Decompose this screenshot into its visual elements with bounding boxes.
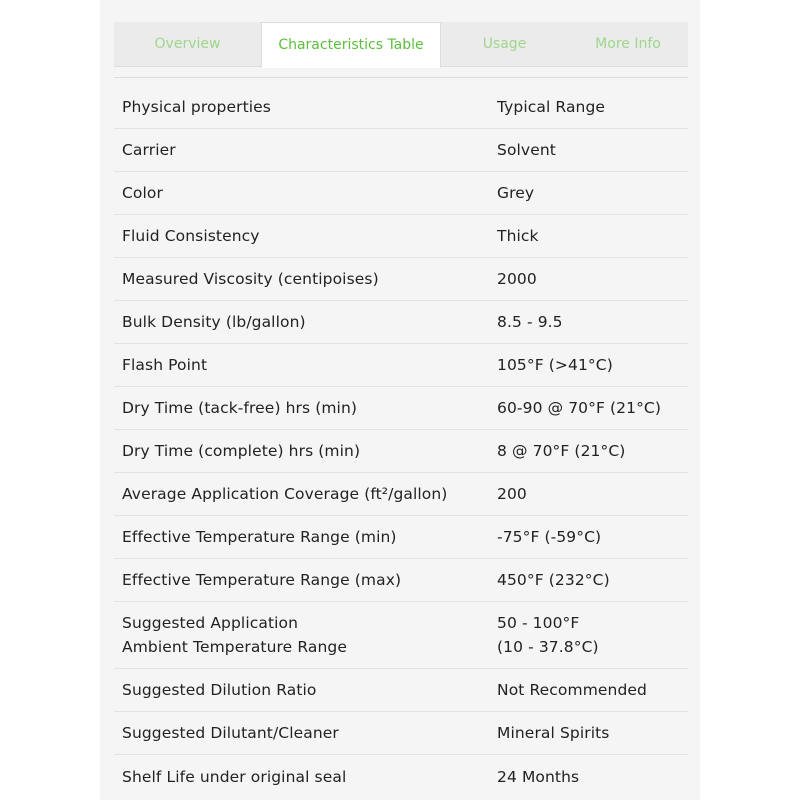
value-cell: 60-90 @ 70°F (21°C) [497, 399, 661, 417]
table-row [114, 669, 688, 712]
table-row [114, 712, 688, 755]
table-row [114, 755, 688, 798]
value-cell: Mineral Spirits [497, 724, 610, 742]
header-value: Typical Range [497, 98, 606, 116]
header-property: Physical properties [122, 98, 271, 116]
value-cell: 8 @ 70°F (21°C) [497, 442, 626, 460]
table-row [114, 559, 688, 602]
property-cell: Suggested Application Ambient Temperature Range [122, 614, 347, 656]
value-cell: 105°F (>41°C) [497, 356, 613, 374]
property-cell: Shelf Life under original seal [122, 767, 347, 786]
table-row [114, 258, 688, 301]
property-cell: Carrier [122, 141, 176, 159]
property-cell: Dry Time (complete) hrs (min) [122, 442, 361, 460]
property-cell: Measured Viscosity (centipoises) [122, 270, 379, 288]
table-row [114, 215, 688, 258]
table-row [114, 344, 688, 387]
table-header-row [114, 86, 688, 129]
value-cell: Solvent [497, 141, 556, 159]
property-cell: Color [122, 184, 163, 202]
value-cell: Grey [497, 184, 535, 202]
value-cell: -75°F (-59°C) [497, 528, 602, 546]
characteristics-table [114, 86, 688, 798]
table-row [114, 301, 688, 344]
table-row [114, 602, 688, 669]
tab-characteristics-table[interactable]: Characteristics Table [261, 22, 441, 68]
table-row [114, 516, 688, 559]
property-cell: Suggested Dilutant/Cleaner [122, 724, 339, 742]
property-cell: Flash Point [122, 356, 208, 374]
property-cell: Effective Temperature Range (max) [122, 571, 402, 589]
property-cell: Suggested Dilution Ratio [122, 681, 317, 699]
property-cell: Average Application Coverage (ft²/gallon) [122, 485, 448, 503]
value-cell: Not Recommended [497, 681, 647, 699]
property-cell: Bulk Density (lb/gallon) [122, 313, 306, 331]
value-cell: 24 Months [497, 767, 580, 786]
tab-overview[interactable]: Overview [154, 36, 221, 52]
tab-more-info[interactable]: More Info [595, 36, 661, 52]
table-row [114, 387, 688, 430]
tab-bar [114, 22, 688, 67]
property-cell: Effective Temperature Range (min) [122, 528, 397, 546]
tab-usage[interactable]: Usage [482, 36, 527, 52]
value-cell: 2000 [497, 270, 537, 288]
property-cell: Fluid Consistency [122, 227, 260, 245]
table-row [114, 430, 688, 473]
tab-content-divider [114, 77, 688, 78]
table-row [114, 172, 688, 215]
value-cell: 8.5 - 9.5 [497, 313, 563, 331]
value-cell: 200 [497, 485, 527, 503]
value-cell: 450°F (232°C) [497, 571, 610, 589]
value-cell: 50 - 100°F (10 - 37.8°C) [497, 614, 599, 656]
table-row [114, 129, 688, 172]
property-cell: Dry Time (tack-free) hrs (min) [122, 399, 358, 417]
table-row [114, 473, 688, 516]
value-cell: Thick [497, 227, 539, 245]
